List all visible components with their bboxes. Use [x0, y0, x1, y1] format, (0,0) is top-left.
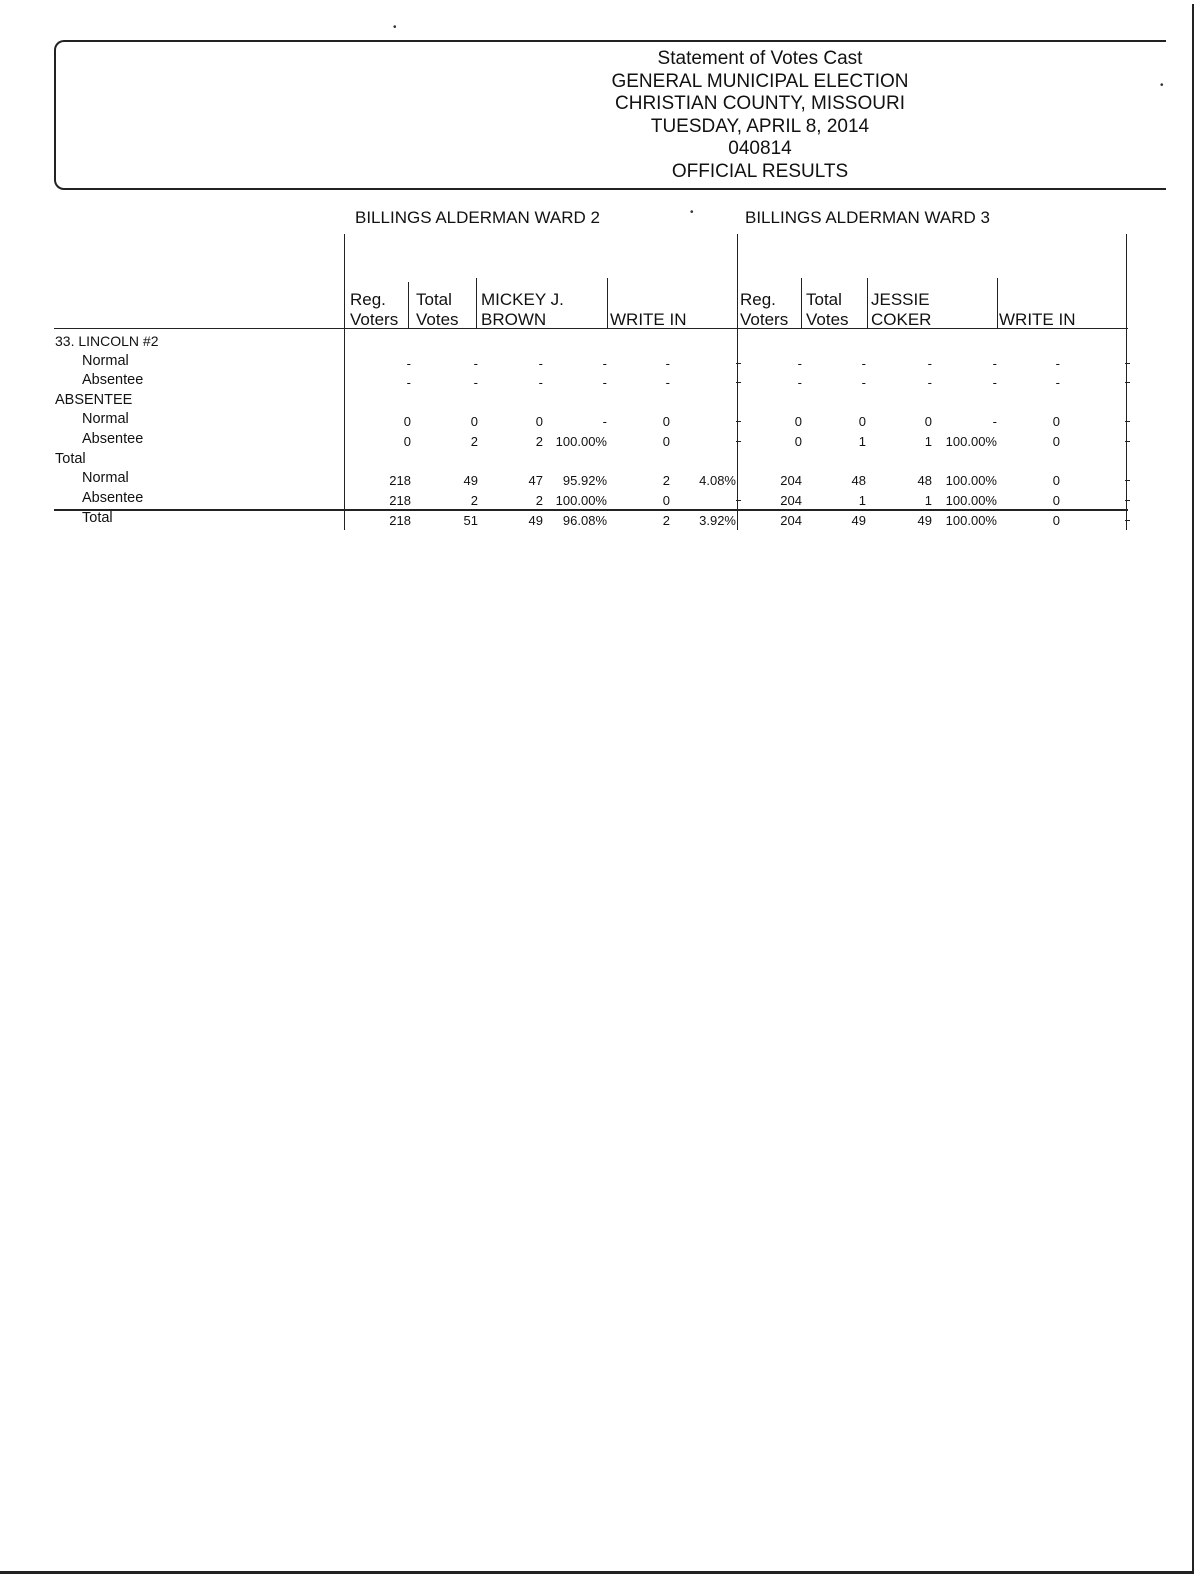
cell-candidate-pct: - — [602, 355, 607, 371]
cell-candidate-votes: - — [538, 375, 543, 391]
contest-title-ward-3: BILLINGS ALDERMAN WARD 3 — [745, 208, 990, 227]
cell-writein-votes: 0 — [662, 434, 670, 449]
cell-candidate-pct: 95.92% — [562, 473, 607, 489]
report-title: Statement of Votes Cast — [657, 48, 863, 69]
cell-reg-voters: 218 — [389, 473, 411, 489]
row-end-tick — [1125, 520, 1130, 521]
row-label: 33. LINCOLN #2 — [55, 333, 159, 349]
col-sep — [607, 278, 608, 328]
row-end-tick — [736, 441, 741, 442]
col-sep — [867, 278, 868, 328]
col-sep — [997, 278, 998, 328]
cell-candidate-pct: - — [602, 414, 607, 430]
col-header-reg-voters: Reg. Voters — [350, 290, 399, 329]
row-end-tick — [1125, 421, 1130, 422]
row-label: ABSENTEE — [55, 391, 133, 408]
cell-candidate-votes: 2 — [535, 492, 543, 508]
cell-reg-voters: 0 — [794, 434, 802, 449]
cell-writein-votes: 2 — [662, 473, 670, 489]
row-label: Absentee — [82, 431, 144, 447]
cell-writein-votes: 2 — [662, 513, 670, 529]
cell-total-votes: - — [861, 375, 866, 391]
scan-speck: • — [690, 207, 694, 218]
cell-writein-votes: 0 — [1052, 513, 1060, 529]
cell-candidate-pct: - — [602, 375, 607, 391]
scan-speck: • — [393, 22, 397, 33]
cell-total-votes: - — [473, 375, 478, 391]
contest-title-ward-2: BILLINGS ALDERMAN WARD 2 — [355, 208, 600, 227]
cell-total-votes: 2 — [470, 492, 478, 508]
col-sep — [408, 282, 409, 328]
cell-reg-voters: 0 — [403, 434, 411, 449]
cell-writein-pct: 3.92% — [699, 513, 736, 529]
cell-reg-voters: 0 — [794, 414, 802, 430]
total-rule — [54, 509, 1128, 511]
row-label: Normal — [82, 470, 129, 487]
cell-reg-voters: 204 — [780, 513, 802, 529]
row-label: Normal — [82, 411, 129, 428]
row-end-tick — [736, 500, 741, 501]
cell-candidate-votes: 48 — [917, 473, 932, 489]
cell-reg-voters: - — [406, 355, 411, 371]
cell-candidate-pct: 100.00% — [945, 513, 997, 529]
cell-candidate-votes: 47 — [528, 473, 543, 489]
col-header-candidate: MICKEY J. BROWN — [481, 290, 564, 329]
cell-reg-voters: 218 — [389, 513, 411, 529]
row-end-tick — [1125, 441, 1130, 442]
cell-total-votes: 49 — [463, 473, 478, 489]
cell-writein-votes: - — [1055, 355, 1060, 371]
cell-candidate-pct: 100.00% — [945, 473, 997, 489]
cell-writein-votes: 0 — [1052, 414, 1060, 430]
cell-candidate-votes: - — [927, 355, 932, 371]
cell-total-votes: 49 — [851, 513, 866, 529]
cell-candidate-votes: 0 — [535, 414, 543, 430]
county-name: CHRISTIAN COUNTY, MISSOURI — [615, 93, 905, 114]
cell-candidate-pct: - — [992, 414, 997, 430]
row-end-tick — [1125, 500, 1130, 501]
cell-writein-votes: - — [665, 355, 670, 371]
results-status: OFFICIAL RESULTS — [671, 160, 849, 182]
cell-reg-voters: 0 — [403, 414, 411, 430]
cell-reg-voters: 204 — [780, 492, 802, 508]
row-label: Absentee — [82, 372, 144, 389]
cell-total-votes: 2 — [470, 434, 478, 449]
cell-reg-voters: - — [797, 355, 802, 371]
row-label: Absentee — [82, 489, 144, 506]
cell-candidate-pct: - — [992, 355, 997, 371]
row-end-tick — [1125, 382, 1130, 383]
cell-writein-votes: 0 — [1052, 492, 1060, 508]
election-code: 040814 — [728, 138, 792, 159]
cell-reg-voters: 204 — [780, 473, 802, 489]
row-end-tick — [1125, 363, 1130, 364]
row-label: Total — [55, 450, 86, 467]
table-divider-left — [344, 234, 345, 530]
election-name: GENERAL MUNICIPAL ELECTION — [611, 70, 909, 92]
cell-writein-votes: 0 — [1052, 434, 1060, 449]
cell-total-votes: 1 — [858, 434, 866, 449]
cell-candidate-votes: 1 — [924, 434, 932, 449]
cell-total-votes: 51 — [463, 513, 478, 529]
cell-writein-votes: 0 — [662, 414, 670, 430]
cell-candidate-pct: - — [992, 375, 997, 391]
scan-speck: • — [1160, 80, 1164, 91]
cell-candidate-pct: 100.00% — [945, 434, 997, 449]
row-end-tick — [736, 382, 741, 383]
cell-total-votes: 1 — [858, 492, 866, 508]
cell-reg-voters: - — [797, 375, 802, 391]
cell-writein-votes: 0 — [662, 492, 670, 508]
cell-candidate-votes: - — [927, 375, 932, 391]
election-date: TUESDAY, APRIL 8, 2014 — [650, 115, 870, 137]
cell-candidate-pct: 100.00% — [555, 434, 607, 449]
cell-total-votes: 0 — [858, 414, 866, 430]
row-end-tick — [736, 363, 741, 364]
row-label: Normal — [82, 352, 129, 369]
col-sep — [476, 278, 477, 328]
col-header-candidate: JESSIE COKER — [871, 290, 932, 329]
row-label: Total — [82, 510, 113, 527]
cell-candidate-pct: 100.00% — [945, 492, 997, 508]
cell-candidate-votes: - — [538, 355, 543, 371]
cell-total-votes: 0 — [470, 414, 478, 430]
cell-writein-votes: - — [665, 375, 670, 391]
col-header-total-votes: Total Votes — [806, 290, 849, 329]
col-sep — [801, 278, 802, 328]
cell-candidate-votes: 49 — [917, 513, 932, 529]
cell-candidate-votes: 1 — [924, 492, 932, 508]
cell-total-votes: - — [861, 355, 866, 371]
page-border — [0, 4, 1194, 1574]
cell-candidate-votes: 49 — [528, 513, 543, 529]
row-end-tick — [1125, 480, 1130, 481]
report-header — [540, 48, 980, 183]
cell-writein-votes: - — [1055, 375, 1060, 391]
col-header-write-in: WRITE IN — [610, 310, 687, 329]
cell-writein-votes: 0 — [1052, 473, 1060, 489]
cell-writein-pct: 4.08% — [699, 473, 736, 489]
cell-reg-voters: - — [406, 375, 411, 391]
cell-total-votes: - — [473, 355, 478, 371]
col-header-total-votes: Total Votes — [416, 290, 459, 329]
cell-reg-voters: 218 — [389, 492, 411, 508]
header-rule — [54, 328, 1128, 329]
cell-candidate-votes: 0 — [924, 414, 932, 430]
col-header-reg-voters: Reg. Voters — [740, 290, 789, 329]
cell-candidate-pct: 100.00% — [555, 492, 607, 508]
cell-candidate-pct: 96.08% — [562, 513, 607, 529]
col-header-write-in: WRITE IN — [999, 310, 1076, 329]
cell-total-votes: 48 — [851, 473, 866, 489]
row-end-tick — [736, 421, 741, 422]
cell-candidate-votes: 2 — [535, 434, 543, 449]
